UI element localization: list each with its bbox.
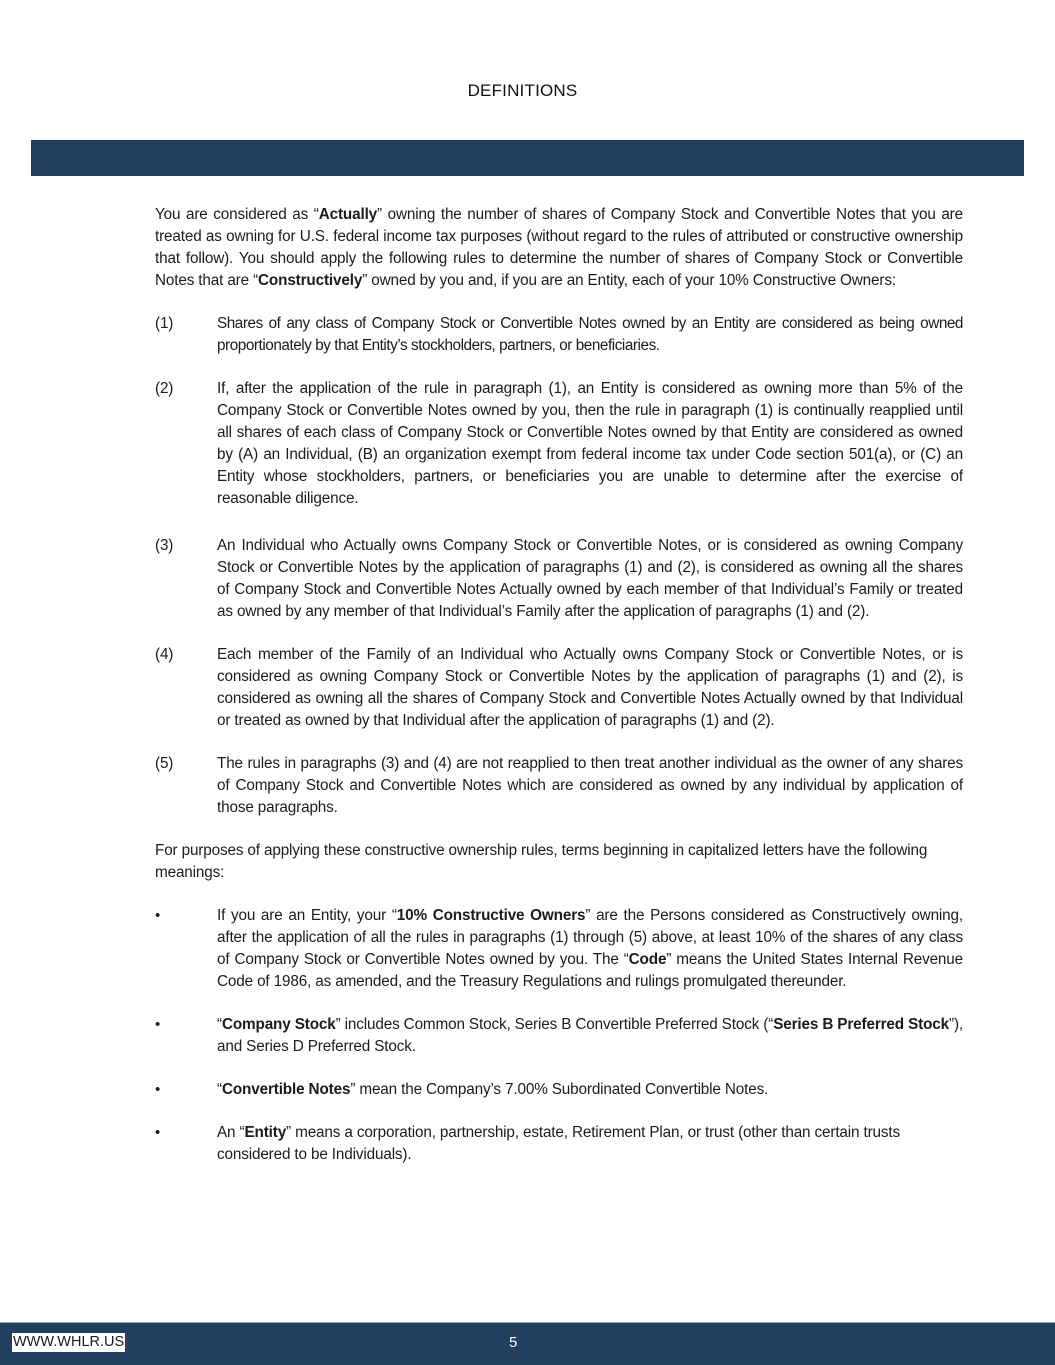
- rule-text: The rules in paragraphs (3) and (4) are not reapplied to then treat another individual as the owner of any shares of Company Stock and Convertible Notes which are considered as owned by any individual by application of those paragraphs.: [217, 755, 963, 816]
- rule-text: Shares of any class of Company Stock or Convertible Notes owned by an Entity are considered as being owned proportionately by that Entity’s stockholders, partners, or beneficiaries.: [217, 315, 963, 354]
- rule-item: [155, 644, 963, 732]
- rule-text: If, after the application of the rule in paragraph (1), an Entity is considered as owning more than 5% of the Company Stock or Convertible Notes owned by you, then the rule in paragraph (1) is continually reapplied until all shares of each class of Company Stock or Convertible Notes owned by that Entity are considered as owned by (A) an Individual, (B) an organization exempt from federal income tax under Code section 501(a), or (C) an Entity whose stockholders, partners, or beneficiaries you are unable to determine after the exercise of reasonable diligence.: [217, 380, 963, 507]
- rule-number: (5): [155, 755, 174, 772]
- purposes-paragraph: For purposes of applying these constructive ownership rules, terms beginning in capitalized letters have the following meanings:: [155, 842, 928, 881]
- term-series-b-preferred-stock: Series B Preferred Stock: [773, 1016, 949, 1033]
- rule-item: [155, 378, 963, 510]
- bullet-icon: •: [155, 1016, 161, 1033]
- page-number: 5: [509, 1334, 518, 1351]
- page-title: DEFINITIONS: [467, 81, 578, 100]
- footer-bar: [0, 1322, 1055, 1365]
- bullet-icon: •: [155, 907, 161, 924]
- document-body: [155, 204, 963, 1166]
- definition-item: [155, 1122, 963, 1166]
- term-company-stock: Company Stock: [221, 1016, 336, 1033]
- term-10pct-constructive-owners: 10% Constructive Owners: [396, 907, 586, 924]
- term-constructively: Constructively: [258, 272, 363, 289]
- rule-text: An Individual who Actually owns Company Stock or Convertible Notes, or is considered as owning Company Stock or Convertible Notes by the application of paragraphs (1) and (2), is considered as owning all the shares of Company Stock and Convertible Notes Actually owned by each member of that Individual’s Family or treated as owned by any member of that Individual’s Family after the application of paragraphs (1) and (2).: [217, 537, 963, 620]
- bullet-icon: •: [155, 1081, 161, 1098]
- bullet-icon: •: [155, 1124, 161, 1141]
- definition-text: An “Entity” means a corporation, partnership, estate, Retirement Plan, or trust (other than certain trusts considered to be Individuals).: [217, 1124, 900, 1163]
- rule-number: (1): [155, 315, 174, 332]
- rule-item: [155, 535, 963, 623]
- term-convertible-notes: Convertible Notes: [221, 1081, 351, 1098]
- rule-number: (2): [155, 380, 174, 397]
- definition-item: [155, 905, 963, 993]
- term-entity: Entity: [244, 1124, 287, 1141]
- term-code: Code: [628, 951, 667, 968]
- intro-paragraph: You are considered as “Actually” owning the number of shares of Company Stock and Convertible Notes that you are treated as owning for U.S. federal income tax purposes (without regard to the rules of attributed or constructive ownership that follow). You should apply the following rules to determine the number of shares of Company Stock or Convertible Notes that are “Constructively” owned by you and, if you are an Entity, each of your 10% Constructive Owners:: [155, 206, 963, 289]
- definition-item: [155, 1079, 963, 1101]
- definition-text: If you are an Entity, your “10% Constructive Owners” are the Persons considered as Constructively owning, after the application of all the rules in paragraphs (1) through (5) above, at least 10% of the shares of any class of Company Stock or Convertible Notes owned by you. The “Code” means the United States Internal Revenue Code of 1986, as amended, and the Treasury Regulations and rulings promulgated thereunder.: [217, 907, 964, 990]
- rule-number: (4): [155, 646, 174, 663]
- header-bar: [31, 140, 1024, 176]
- definition-text: “Convertible Notes” mean the Company’s 7.00% Subordinated Convertible Notes.: [217, 1081, 769, 1098]
- rule-number: (3): [155, 537, 174, 554]
- rule-item: [155, 753, 963, 819]
- website-link[interactable]: WWW.WHLR.US: [12, 1333, 128, 1352]
- rule-text: Each member of the Family of an Individual who Actually owns Company Stock or Convertible Notes, or is considered as owning Company Stock or Convertible Notes by the application of paragraphs (1) and (2), is considered as owning all the shares of Company Stock and Convertible Notes Actually owned by that Individual or treated as owned by that Individual after the application of paragraphs (1) and (2).: [217, 646, 963, 729]
- term-actually: Actually: [318, 206, 378, 223]
- rule-item: [155, 313, 963, 357]
- definition-text: “Company Stock” includes Common Stock, Series B Convertible Preferred Stock (“Series B Preferred Stock”), and Series D Preferred Stock.: [217, 1016, 963, 1055]
- definition-item: [155, 1014, 963, 1058]
